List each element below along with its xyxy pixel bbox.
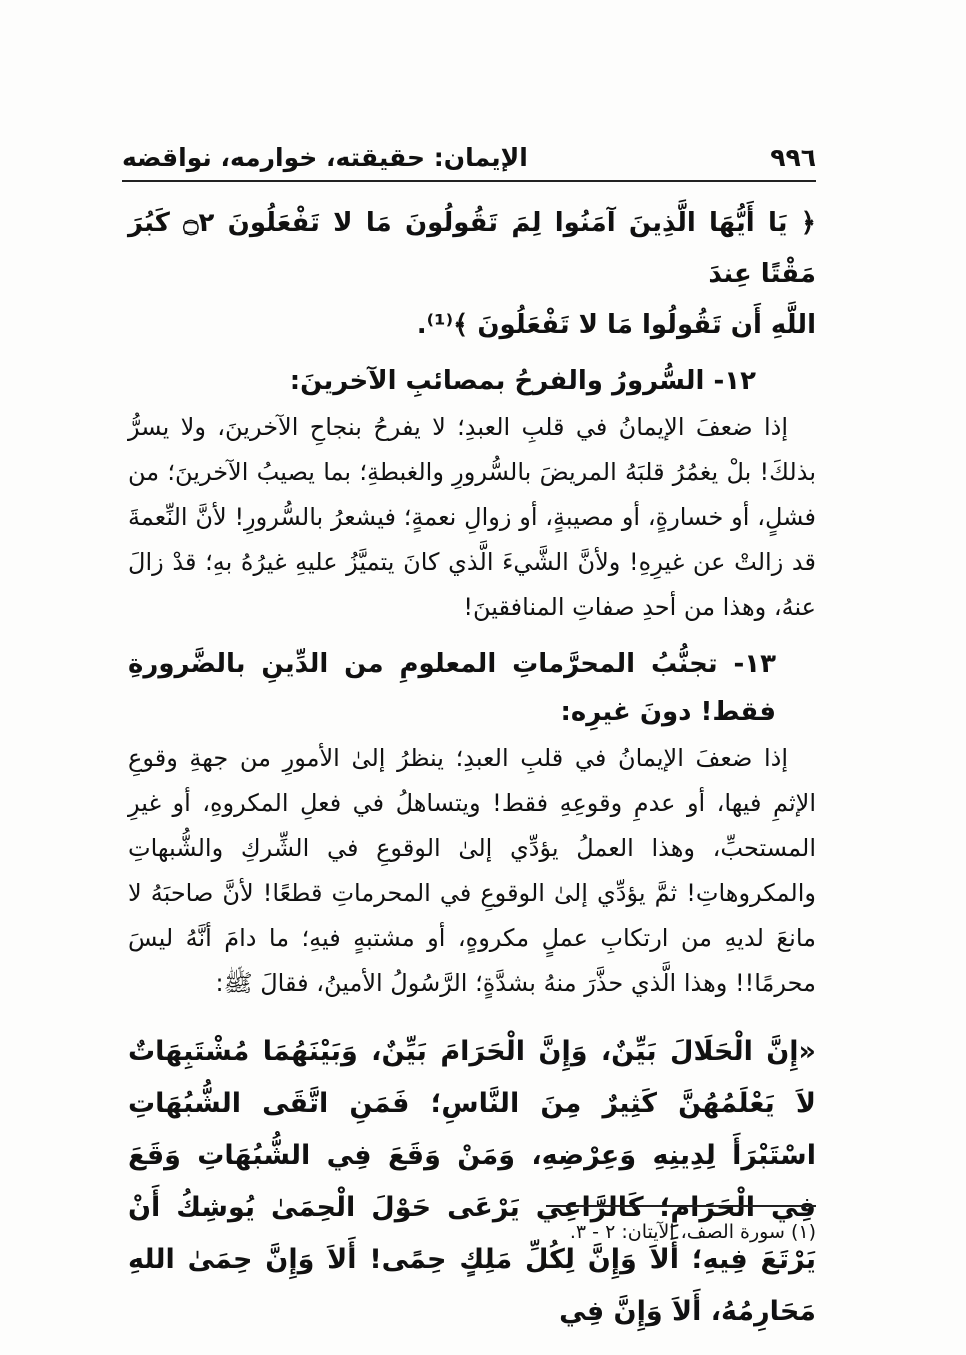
page-header: [122, 135, 816, 175]
footnote-rule: [546, 1205, 816, 1207]
running-title: الإيمان: حقيقته، خوارمه، نواقضه: [122, 143, 528, 172]
footnote: (١) سورة الصف، الآيتان: ٢ - ٣.: [569, 1221, 816, 1243]
section-heading-12: ١٢- السُّرورُ والفرحُ بمصائبِ الآخرينَ:: [289, 366, 756, 396]
section-heading-13: ١٣- تجنُّبُ المحرَّماتِ المعلومِ من الدِّينِ بالضَّرورةِ فقط! دونَ غيرِه:: [128, 649, 776, 727]
page-number: ٩٩٦: [770, 143, 816, 172]
page-body: [128, 198, 816, 1338]
paragraph-13: إذا ضعفَ الإيمانُ في قلبِ العبدِ؛ ينظرُ إلىٰ الأمورِ من جهةِ وقوعِ الإثمِ فيها، أو عدمِ وقوعِهِ فقط! ويتساهلُ في فعلِ المكروهِ، أو غيرِ المستحبِّ، وهذا العملُ يؤدِّي إلىٰ الوقوعِ في الشِّركِ والشُّبهاتِ والمكروهاتِ! ثمَّ يؤدِّي إلىٰ الوقوعِ في المحرماتِ قطعًا! لأنَّ صاحبَهُ لا مانعَ لديهِ من ارتكابِ عملٍ مكروهٍ، أو مشتبهٍ فيهِ؛ ما دامَ أنَّهُ ليسَ محرمًا!! وهذا الَّذي حذَّرَ منهُ بشدَّةٍ؛ الرَّسُولُ الأمينُ، فقالَ ﷺ:: [128, 744, 816, 997]
hadith-text: «إِنَّ الْحَلَالَ بَيِّنٌ، وَإِنَّ الْحَرَامَ بَيِّنٌ، وَبَيْنَهُمَا مُشْتَبِهَاتٌ لاَ يَعْلَمُهُنَّ كَثِيرٌ مِنَ النَّاسِ؛ فَمَنِ اتَّقَى الشُّبُهَاتِ اسْتَبْرَأَ لِدِينِهِ وَعِرْضِهِ، وَمَنْ وَقَعَ فِي الشُّبُهَاتِ وَقَعَ فِي الْحَرَامِ؛ كَالرَّاعِي يَرْعَى حَوْلَ الْحِمَىٰ يُوشِكُ أَنْ يَرْتَعَ فِيهِ؛ أَلاَ وَإِنَّ لِكُلِّ مَلِكٍ حِمًى! أَلاَ وَإِنَّ حِمَىٰ اللهِ مَحَارِمُهُ، أَلاَ وَإِنَّ فِي: [128, 1036, 816, 1327]
paragraph-12: إذا ضعفَ الإيمانُ في قلبِ العبدِ؛ لا يفرحُ بنجاحِ الآخرينَ، ولا يسرُّ بذلكَ! بلْ يغمُرُ قلبَهُ المريضَ بالسُّرورِ والغبطةِ؛ بما يصيبُ الآخرينَ؛ من فشلٍ، أو خسارةٍ، أو مصيبةٍ، أو زوالِ نعمةٍ؛ فيشعرُ بالسُّرورِ! لأنَّ النِّعمةَ قد زالتْ عن غيرِهِ! ولأنَّ الشَّيءَ الَّذي كانَ يتميَّزُ عليهِ غيرُهُ بهِ؛ قدْ زالَ عنهُ، وهذا من أحدِ صفاتِ المنافقينَ!: [128, 413, 816, 621]
quran-verse-line-2: اللَّهِ أَن تَقُولُوا مَا لا تَفْعَلُونَ ﴾⁽¹⁾.: [416, 310, 816, 340]
header-rule: [122, 180, 816, 182]
quran-verse-line-1: ﴿ يَا أَيُّهَا الَّذِينَ آمَنُوا لِمَ تَقُولُونَ مَا لا تَفْعَلُونَ ۝٢ كَبُرَ مَقْتًا عِندَ: [128, 208, 816, 289]
